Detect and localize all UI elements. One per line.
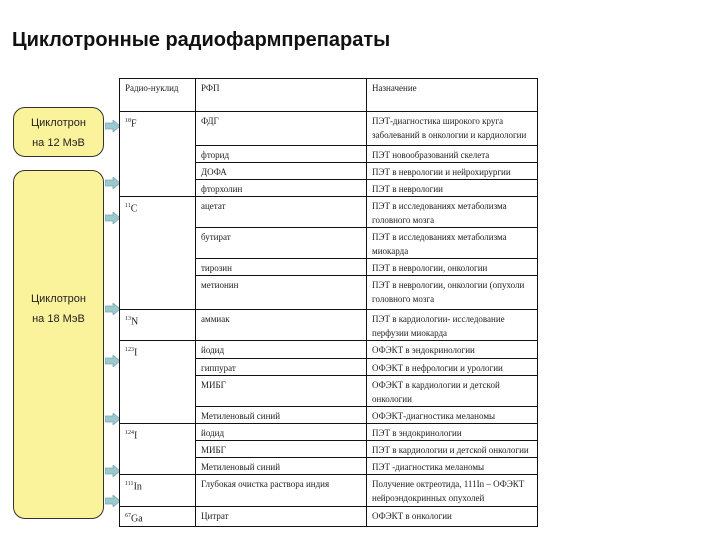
rfp-cell: фторхолин (196, 180, 367, 197)
cyclotron-18-box (13, 170, 104, 519)
arrow-right-icon (105, 412, 120, 424)
mass-number: 123 (125, 347, 134, 353)
rfp-cell: тирозин (196, 259, 367, 276)
purpose-cell: ПЭТ в неврологии (367, 180, 538, 197)
mass-number: 124 (125, 430, 134, 436)
arrow-right-icon (105, 464, 120, 476)
rfp-cell: аммиак (196, 310, 367, 341)
rfp-cell: ацетат (196, 197, 367, 228)
purpose-cell: ПЭТ в эндокринологии (367, 424, 538, 441)
purpose-cell: ПЭТ -диагностика меланомы (367, 458, 538, 475)
purpose-cell: ОФЭКТ-диагностика меланомы (367, 407, 538, 424)
mass-number: 111 (125, 481, 134, 487)
arrow-right-icon (105, 211, 120, 223)
page-title: Циклотронные радиофармпрепараты (12, 29, 391, 51)
purpose-cell: ОФЭКТ в нефрологии и урологии (367, 359, 538, 376)
element-symbol: F (131, 118, 137, 130)
arrow-right-icon (105, 494, 120, 506)
header-purpose: Назначение (367, 79, 538, 112)
cyclotron-12-box (13, 107, 104, 157)
arrow-right-icon (105, 119, 120, 131)
table-row (120, 310, 538, 341)
purpose-cell: ОФЭКТ в онкологии (367, 507, 538, 527)
header-nuclide: Радио-нуклид (120, 79, 196, 112)
rfp-cell: ФДГ (196, 112, 367, 146)
rfp-cell: гиппурат (196, 359, 367, 376)
nuclide-cell (120, 507, 196, 527)
purpose-cell: ПЭТ в исследованиях метаболизма миокарда (367, 228, 538, 259)
header-rfp: РФП (196, 79, 367, 112)
nuclide-cell (120, 424, 196, 475)
element-symbol: I (134, 430, 138, 442)
rfp-cell: Глубокая очистка раствора индия (196, 475, 367, 507)
purpose-cell: ПЭТ новообразований скелета (367, 146, 538, 163)
element-symbol: C (130, 203, 138, 215)
rfp-cell: йодид (196, 341, 367, 359)
cyclotron-label: Циклотрон (31, 293, 86, 305)
rfp-cell: МИБГ (196, 441, 367, 458)
table-row (120, 475, 538, 507)
purpose-cell: ПЭТ в исследованиях метаболизма головного мозга (367, 197, 538, 228)
rfp-cell: йодид (196, 424, 367, 441)
element-symbol: N (131, 316, 139, 328)
element-symbol: Ga (131, 513, 143, 525)
rfp-cell: МИБГ (196, 376, 367, 407)
cyclotron-energy: на 18 МэВ (32, 313, 85, 325)
nuclide-cell (120, 310, 196, 341)
arrow-right-icon (105, 176, 120, 188)
rfp-cell: бутират (196, 228, 367, 259)
purpose-cell: ОФЭКТ в эндокринологии (367, 341, 538, 359)
table-header-row (120, 79, 538, 112)
rfp-cell: ДОФА (196, 163, 367, 180)
rfp-cell: фторид (196, 146, 367, 163)
purpose-cell: ПЭТ в неврологии и нейрохирургии (367, 163, 538, 180)
mass-number: 18 (125, 118, 131, 124)
rfp-cell: Метиленовый синий (196, 407, 367, 424)
rfp-cell: Цитрат (196, 507, 367, 527)
rfp-cell: Метиленовый синий (196, 458, 367, 475)
element-symbol: I (134, 347, 138, 359)
radiopharmaceuticals-table (119, 78, 538, 527)
cyclotron-energy: на 12 МэВ (32, 137, 85, 149)
purpose-cell: ПЭТ в неврологии, онкологии (367, 259, 538, 276)
purpose-cell: ПЭТ-диагностика широкого круга заболеваний в онкологии и кардиологии (367, 112, 538, 146)
nuclide-cell (120, 197, 196, 310)
nuclide-cell (120, 475, 196, 507)
nuclide-cell (120, 112, 196, 197)
element-symbol: In (133, 481, 142, 493)
table-row (120, 112, 538, 146)
purpose-cell: ПЭТ в кардиологии и детской онкологии (367, 441, 538, 458)
table-row (120, 341, 538, 359)
cyclotron-label: Циклотрон (31, 117, 86, 129)
purpose-cell: ОФЭКТ в кардиологии и детской онкологии (367, 376, 538, 407)
table-row (120, 424, 538, 441)
purpose-cell: Получение октреотида, 111In – ОФЭКТ нейроэндокринных опухолей (367, 475, 538, 507)
rfp-cell: метионин (196, 276, 367, 310)
purpose-cell: ПЭТ в кардиологии- исследование перфузии миокарда (367, 310, 538, 341)
arrow-right-icon (105, 302, 120, 314)
purpose-cell: ПЭТ в неврологии, онкологии (опухоли головного мозга (367, 276, 538, 310)
mass-number: 11 (125, 203, 131, 209)
table-row (120, 197, 538, 228)
mass-number: 13 (125, 316, 131, 322)
mass-number: 67 (125, 513, 131, 519)
table-row (120, 507, 538, 527)
arrow-right-icon (105, 354, 120, 366)
nuclide-cell (120, 341, 196, 424)
